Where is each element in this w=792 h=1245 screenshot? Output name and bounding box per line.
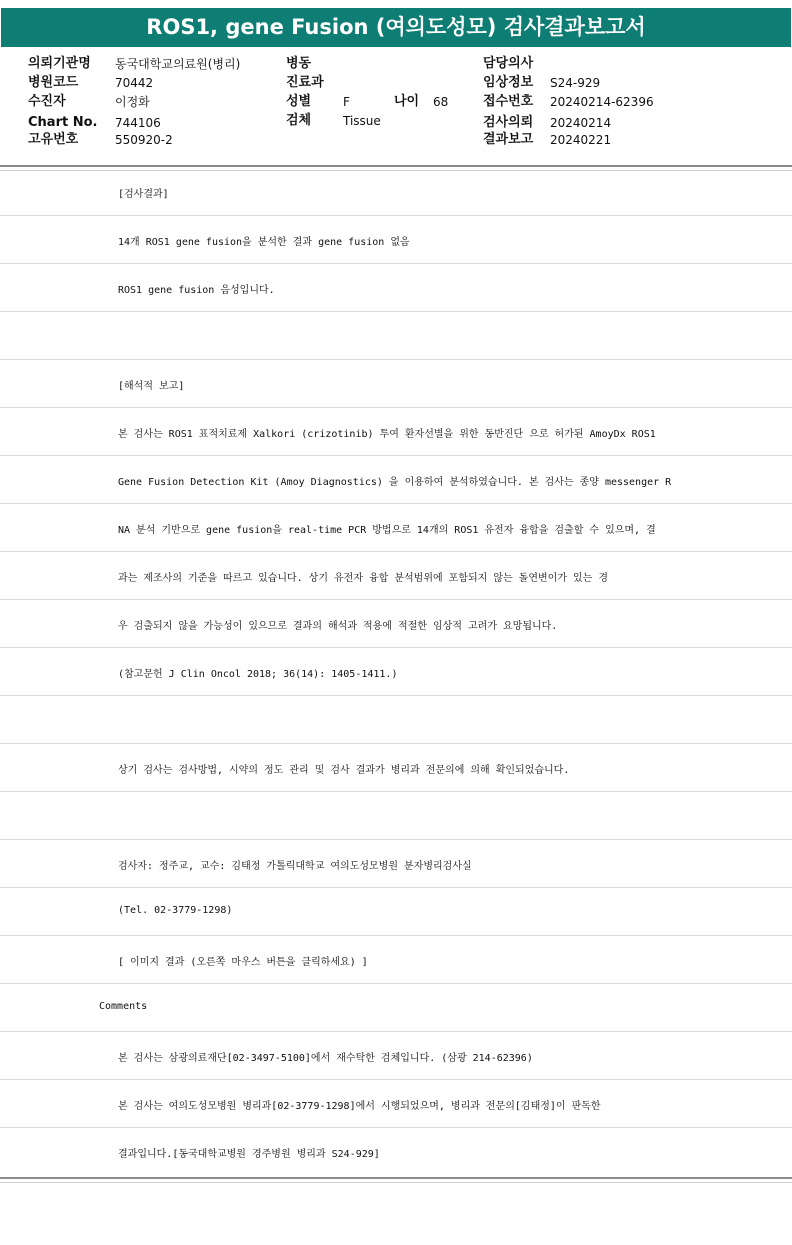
clinical-info-label: 임상정보 [483,75,534,90]
report-line: 본 검사는 삼광의료재단[02-3497-5100]에서 재수탁한 검체입니다. (삼광 214-62396) [0,1032,792,1080]
report-body [0,168,792,1175]
age-label: 나이 [394,94,420,109]
receipt-no-value: 20240214-62396 [550,95,654,109]
report-line: 본 검사는 ROS1 표적치료제 Xalkori (crizotinib) 투여 환자선별을 위한 동반진단 으로 허가된 AmoyDx ROS1 [0,408,792,456]
report-line: Gene Fusion Detection Kit (Amoy Diagnostics) 을 이용하여 분석하였습니다. 본 검사는 종양 messenger R [0,456,792,504]
recipient-value: 이정화 [115,95,150,109]
chart-no-value: 744106 [115,116,161,130]
institution-value: 동국대학교의료원(병리) [115,57,241,71]
report-line: ROS1 gene fusion 음성입니다. [0,264,792,312]
sex-label: 성별 [286,94,312,109]
image-result-link[interactable]: [ 이미지 결과 (오른쪽 마우스 버튼을 클릭하세요) ] [0,936,792,984]
sex-value: F [343,95,350,109]
report-line: 본 검사는 여의도성모병원 병리과[02-3779-1298]에서 시행되었으며, 병리과 전문의[김태정]이 판독한 [0,1080,792,1128]
institution-label: 의뢰기관명 [28,56,91,71]
footer-divider [0,1177,792,1183]
clinical-info-value: S24-929 [550,76,601,90]
specimen-value: Tissue [343,114,381,128]
report-title: ROS1, gene Fusion (여의도성모) 검사결과보고서 [1,8,791,47]
doctor-label: 담당의사 [483,56,534,71]
age-value: 68 [433,95,449,109]
department-label: 진료과 [286,75,324,90]
receipt-no-label: 접수번호 [483,94,534,109]
recipient-label: 수진자 [28,94,66,109]
specimen-label: 검체 [286,113,312,128]
report-line: (Tel. 02-3779-1298) [0,888,792,936]
report-line: 과는 제조사의 기준을 따르고 있습니다. 상기 유전자 융합 분석범위에 포함되지 않는 돌연변이가 있는 경 [0,552,792,600]
report-line: (참고문헌 J Clin Oncol 2018; 36(14): 1405-1411.) [0,648,792,696]
request-date-value: 20240214 [550,116,612,130]
ward-label: 병동 [286,56,312,71]
report-line: [해석적 보고] [0,360,792,408]
hospital-code-value: 70442 [115,76,154,90]
unique-id-label: 고유번호 [28,132,79,147]
hospital-code-label: 병원코드 [28,75,79,90]
report-line: [검사결과] [0,168,792,216]
report-line [0,696,792,744]
report-line: NA 분석 기반으로 gene fusion을 real-time PCR 방법으로 14개의 ROS1 유전자 융합을 검출할 수 있으며, 결 [0,504,792,552]
report-date-value: 20240221 [550,133,612,147]
report-line: 14개 ROS1 gene fusion을 분석한 결과 gene fusion 없음 [0,216,792,264]
report-line: 검사자: 정주교, 교수: 김태정 가톨릭대학교 여의도성모병원 분자병리검사실 [0,840,792,888]
request-date-label: 검사의뢰 [483,115,534,130]
report-line: 우 검출되지 않을 가능성이 있으므로 결과의 해석과 적용에 적절한 임상적 고려가 요망됩니다. [0,600,792,648]
unique-id-value: 550920-2 [115,133,173,147]
report-date-label: 결과보고 [483,132,534,147]
comments-heading: Comments [0,984,792,1032]
report-line: 상기 검사는 검사방법, 시약의 정도 관리 및 검사 결과가 병리과 전문의에 의해 확인되었습니다. [0,744,792,792]
chart-no-label: Chart No. [28,115,98,130]
report-line [0,792,792,840]
report-line [0,312,792,360]
report-line: 결과입니다.[동국대학교병원 경주병원 병리과 S24-929] [118,1149,380,1160]
